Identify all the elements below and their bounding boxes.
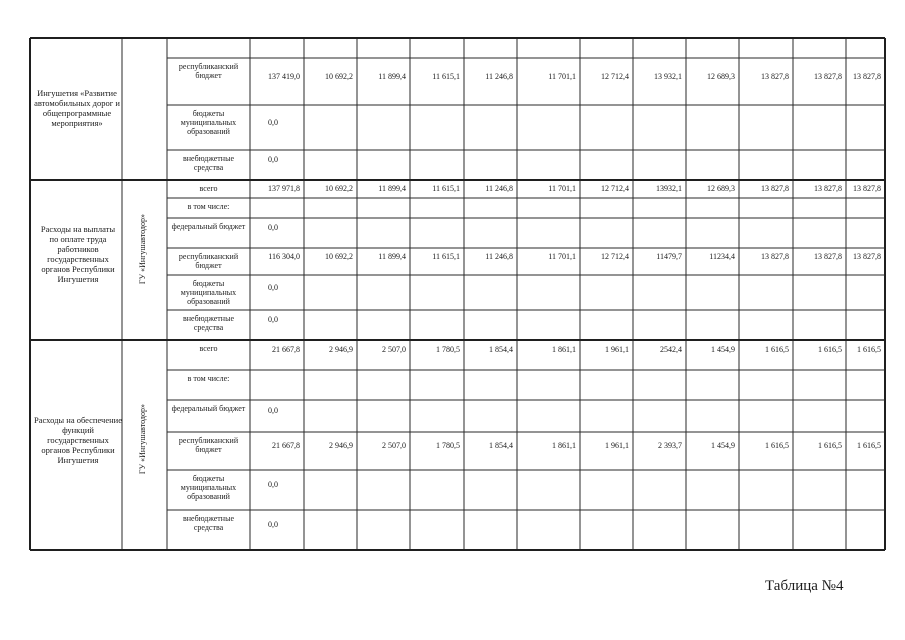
value-cell: 13 827,8 [761,252,789,261]
value-cell: 137 419,0 [268,71,300,81]
value-cell: 13 827,8 [853,71,881,81]
value-cell: 13 827,8 [853,184,881,193]
value-cell: 0,0 [268,117,278,127]
row-label: в том числе: [187,374,230,383]
value-cell: 11 615,1 [432,71,460,81]
row-label: республиканский бюджет [178,436,239,454]
value-cell: 21 667,8 [272,345,300,354]
value-cell: 12 689,3 [707,71,735,81]
value-cell: 11 246,8 [485,184,513,193]
row-label: федеральный бюджет [171,404,246,413]
value-cell: 0,0 [268,315,278,324]
value-cell: 10 692,2 [325,184,353,193]
row-label: республиканский бюджет [178,252,239,270]
value-cell: 1 454,9 [711,345,735,354]
program-name-2: Расходы на выплаты по оплате труда работников государственных органов Республики Ингушетия [40,224,116,284]
value-cell: 137 971,8 [268,184,300,193]
value-cell: 1 616,5 [765,441,789,450]
value-cell: 1 861,1 [552,345,576,354]
value-cell: 13932,1 [656,184,682,193]
value-cell: 12 689,3 [707,184,735,193]
row-label: внебюджетные средства [183,314,234,332]
value-cell: 13 827,8 [814,252,842,261]
value-cell: 13 827,8 [761,184,789,193]
value-cell: 1 780,5 [436,345,460,354]
value-cell: 0,0 [268,155,278,164]
value-cell: 0,0 [268,520,278,529]
value-cell: 116 304,0 [268,252,300,261]
value-cell: 21 667,8 [272,441,300,450]
value-cell: 11 899,4 [378,184,406,193]
value-cell: 13 827,8 [814,71,842,81]
value-cell: 11 701,1 [548,71,576,81]
value-cell: 11234,4 [709,252,735,261]
row-label: бюджеты муниципальных образований [180,474,237,501]
value-cell: 12 712,4 [601,252,629,261]
value-cell: 0,0 [268,282,278,292]
row-label: в том числе: [187,202,230,211]
value-cell: 1 861,1 [552,441,576,450]
row-label: республиканский бюджет [178,62,239,80]
value-cell: 11479,7 [656,252,682,261]
value-cell: 13 932,1 [654,71,682,81]
value-cell: 12 712,4 [601,71,629,81]
value-cell: 1 961,1 [605,441,629,450]
row-label: бюджеты муниципальных образований [180,279,237,306]
row-label: всего [199,184,218,193]
value-cell: 10 692,2 [325,71,353,81]
executor-2: ГУ «Ингушавтодор» [138,214,147,285]
value-cell: 1 454,9 [711,441,735,450]
value-cell: 1 616,5 [818,345,842,354]
value-cell: 1 616,5 [765,345,789,354]
table-grid [30,38,885,550]
value-cell: 2 393,7 [658,441,682,450]
value-cell: 11 246,8 [485,71,513,81]
row-label: всего [199,344,218,353]
table-caption: Таблица №4 [765,578,844,594]
value-cell: 2 507,0 [382,345,406,354]
value-cell: 1 616,5 [818,441,842,450]
value-cell: 1 616,5 [857,345,881,354]
row-label: федеральный бюджет [171,222,246,231]
value-cell: 2542,4 [660,345,682,354]
value-cell: 13 827,8 [853,252,881,261]
row-label: внебюджетные средства [183,514,234,532]
value-cell: 2 946,9 [329,345,353,354]
value-cell: 2 507,0 [382,441,406,450]
value-cell: 0,0 [268,406,278,415]
value-cell: 12 712,4 [601,184,629,193]
value-cell: 11 615,1 [432,184,460,193]
row-label: внебюджетные средства [183,154,234,172]
value-cell: 10 692,2 [325,252,353,261]
value-cell: 13 827,8 [761,71,789,81]
value-cell: 1 616,5 [857,441,881,450]
value-cell: 11 246,8 [485,252,513,261]
value-cell: 2 946,9 [329,441,353,450]
value-cell: 0,0 [268,480,278,489]
executor-3: ГУ «Ингушавтодор» [138,404,147,475]
row-label: бюджеты муниципальных образований [180,109,237,136]
value-cell: 1 854,4 [489,345,513,354]
value-cell: 11 701,1 [548,184,576,193]
program-name-3: Расходы на обеспечение функций государственных органов Республики Ингушетия [34,415,122,465]
value-cell: 1 961,1 [605,345,629,354]
value-cell: 1 854,4 [489,441,513,450]
value-cell: 11 615,1 [432,252,460,261]
value-cell: 13 827,8 [814,184,842,193]
value-cell: 11 899,4 [378,252,406,261]
value-cell: 11 701,1 [548,252,576,261]
value-cell: 11 899,4 [378,71,406,81]
value-cell: 1 780,5 [436,441,460,450]
program-name-1: Ингушетия «Развитие автомобильных дорог и общепрограммные мероприятия» [34,88,120,128]
value-cell: 0,0 [268,223,278,232]
